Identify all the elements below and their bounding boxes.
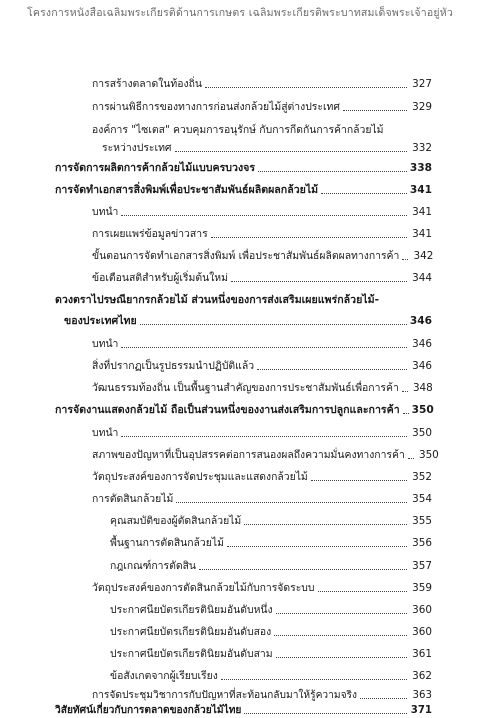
toc-entry[interactable] bbox=[110, 604, 432, 617]
toc-entry-page: 357 bbox=[412, 560, 432, 572]
toc-entry-title: ดวงตราไปรษณียากรกล้วยไม้ ส่วนหนึ่งของการส่งเสริมเผยแพร่กล้วยไม้- bbox=[55, 294, 379, 306]
dot-leader bbox=[257, 368, 407, 370]
dot-leader bbox=[227, 545, 407, 547]
toc-entry-title: กฎเกณฑ์การตัดสิน bbox=[110, 560, 197, 572]
toc-entry[interactable] bbox=[110, 670, 432, 683]
dot-leader bbox=[402, 390, 408, 392]
toc-entry-title: ประกาศนียบัตรเกียรตินิยมอันดับสาม bbox=[110, 648, 273, 660]
toc-entry[interactable] bbox=[92, 427, 432, 440]
dot-leader bbox=[402, 258, 408, 260]
toc-entry-title: สิ่งที่ปรากฏเป็นรูปธรรมนำปฏิบัติแล้ว bbox=[92, 360, 255, 372]
toc-entry[interactable] bbox=[55, 294, 432, 307]
toc-entry-page: 360 bbox=[412, 626, 432, 638]
dot-leader bbox=[121, 346, 407, 348]
dot-leader bbox=[321, 192, 407, 194]
dot-leader bbox=[274, 634, 407, 636]
toc-entry[interactable] bbox=[92, 689, 432, 702]
toc-entry[interactable] bbox=[92, 338, 432, 351]
toc-entry-page: 346 bbox=[412, 338, 432, 350]
toc-entry-page: 327 bbox=[412, 78, 432, 90]
toc-entry-page: 352 bbox=[412, 471, 432, 483]
toc-entry-page: 341 bbox=[412, 206, 432, 218]
dot-leader bbox=[276, 656, 407, 658]
toc-entry[interactable] bbox=[110, 560, 432, 573]
toc-entry[interactable] bbox=[110, 648, 432, 661]
dot-leader bbox=[211, 236, 407, 238]
toc-entry-title: การตัดสินกล้วยไม้ bbox=[92, 493, 174, 505]
toc-entry[interactable] bbox=[92, 493, 432, 506]
dot-leader bbox=[205, 86, 407, 88]
toc-entry-page: 348 bbox=[412, 382, 433, 394]
toc-entry-page: 346 bbox=[412, 360, 432, 372]
toc-entry[interactable] bbox=[55, 404, 432, 417]
toc-entry-title: บทนำ bbox=[92, 427, 119, 439]
dot-leader bbox=[140, 323, 407, 325]
toc-entry-title: วิสัยทัศน์เกี่ยวกับการตลาดของกล้วยไม้ไทย bbox=[55, 705, 242, 716]
toc-entry[interactable] bbox=[92, 582, 432, 595]
toc-entry-title: การเผยแพร่ข้อมูลข่าวสาร bbox=[92, 228, 208, 240]
toc-entry-title: การจัดงานแสดงกล้วยไม้ ถือเป็นส่วนหนึ่งของงานส่งเสริมการปลูกและการค้า bbox=[55, 404, 400, 416]
toc-entry-page: 356 bbox=[412, 537, 432, 549]
toc-entry-title: ขั้นตอนการจัดทำเอกสารสิ่งพิมพ์ เพื่อประชาสัมพันธ์ผลิตผลทางการค้า bbox=[92, 250, 400, 262]
toc-entry[interactable] bbox=[92, 250, 432, 263]
dot-leader bbox=[121, 435, 407, 437]
toc-entry-title: การสร้างตลาดในท้องถิ่น bbox=[92, 78, 202, 90]
toc-entry-page: 361 bbox=[412, 648, 432, 660]
toc-entry-page: 346 bbox=[409, 315, 432, 327]
toc-entry-title: วัตถุประสงค์ของการจัดประชุมและแสดงกล้วยไม้ bbox=[92, 471, 308, 483]
toc-entry-title: ระหว่างประเทศ bbox=[102, 142, 172, 154]
dot-leader bbox=[276, 612, 407, 614]
toc-entry[interactable] bbox=[102, 142, 432, 155]
toc-entry[interactable] bbox=[92, 206, 432, 219]
toc-entry-page: 341 bbox=[412, 228, 432, 240]
dot-leader bbox=[360, 697, 407, 699]
toc-entry-title: วัตถุประสงค์ของการตัดสินกล้วยไม้กับการจัดระบบ bbox=[92, 582, 315, 594]
dot-leader bbox=[231, 280, 407, 282]
dot-leader bbox=[311, 479, 407, 481]
toc-entry-page: 350 bbox=[411, 404, 434, 416]
dot-leader bbox=[244, 523, 407, 525]
dot-leader bbox=[221, 678, 407, 680]
toc-entry[interactable] bbox=[110, 537, 432, 550]
dot-leader bbox=[176, 501, 407, 503]
toc-entry-title: สภาพของปัญหาที่เป็นอุปสรรคต่อการสนองผลถึงความมั่นคงทางการค้า bbox=[92, 449, 405, 461]
dot-leader bbox=[408, 457, 414, 459]
toc-entry-title: องค์การ "ไซเตส" ควบคุมการอนุรักษ์ กับการกีดกันการค้ากล้วยไม้ bbox=[92, 124, 384, 136]
toc-entry-title: ของประเทศไทย bbox=[64, 315, 137, 327]
toc-entry[interactable] bbox=[92, 471, 432, 484]
dot-leader bbox=[175, 150, 407, 152]
toc-entry-page: 360 bbox=[412, 604, 432, 616]
toc-entry-page: 371 bbox=[410, 705, 432, 716]
dot-leader bbox=[244, 712, 407, 714]
toc-entry-title: บทนำ bbox=[92, 338, 119, 350]
toc-entry[interactable] bbox=[55, 184, 432, 197]
toc-entry-page: 329 bbox=[412, 101, 432, 113]
toc-entry[interactable] bbox=[92, 78, 432, 91]
toc-entry-title: คุณสมบัติของผู้ตัดสินกล้วยไม้ bbox=[110, 515, 242, 527]
toc-entry[interactable] bbox=[92, 382, 432, 395]
dot-leader bbox=[343, 109, 407, 111]
toc-entry[interactable] bbox=[64, 315, 432, 328]
toc-entry[interactable] bbox=[92, 228, 432, 241]
toc-entry-page: 332 bbox=[412, 142, 432, 154]
toc-entry[interactable] bbox=[55, 704, 432, 717]
toc-entry[interactable] bbox=[92, 449, 439, 462]
toc-entry-page: 354 bbox=[412, 493, 432, 505]
toc-entry-title: การจัดการผลิตการค้ากล้วยไม้แบบครบวงจร bbox=[55, 162, 256, 174]
toc-entry-title: การจัดทำเอกสารสิ่งพิมพ์เพื่อประชาสัมพันธ์ผลิตผลกล้วยไม้ bbox=[55, 184, 319, 196]
toc-entry[interactable] bbox=[92, 272, 432, 285]
toc-entry-page: 350 bbox=[418, 449, 439, 461]
toc-entry-title: วัฒนธรรมท้องถิ่น เป็นพื้นฐานสำคัญของการประชาสัมพันธ์เพื่อการค้า bbox=[92, 382, 399, 394]
toc-entry[interactable] bbox=[110, 515, 432, 528]
dot-leader bbox=[121, 214, 407, 216]
toc-entry[interactable] bbox=[92, 124, 432, 137]
toc-entry-title: ประกาศนียบัตรเกียรตินิยมอันดับหนึ่ง bbox=[110, 604, 273, 616]
toc-entry[interactable] bbox=[92, 360, 432, 373]
toc-entry-title: ข้อสังเกตจากผู้เรียบเรียง bbox=[110, 670, 218, 682]
toc-entry-page: 363 bbox=[412, 690, 432, 701]
dot-leader bbox=[258, 170, 407, 172]
toc-entry-title: พื้นฐานการตัดสินกล้วยไม้ bbox=[110, 537, 224, 549]
dot-leader bbox=[403, 412, 409, 414]
toc-entry-title: บทนำ bbox=[92, 206, 119, 218]
toc-entry-page: 341 bbox=[409, 184, 432, 196]
toc-entry-page: 355 bbox=[412, 515, 432, 527]
running-header: โครงการหนังสือเฉลิมพระเกียรติด้านการเกษตร เฉลิมพระเกียรติพระบาทสมเด็จพระเจ้าอยู่หัว bbox=[27, 7, 453, 19]
toc-entry-page: 344 bbox=[412, 272, 432, 284]
toc-entry-title: ประกาศนียบัตรเกียรตินิยมอันดับสอง bbox=[110, 626, 272, 638]
toc-entry[interactable] bbox=[92, 101, 432, 114]
toc-entry[interactable] bbox=[55, 162, 432, 175]
dot-leader bbox=[199, 568, 407, 570]
toc-entry[interactable] bbox=[110, 626, 432, 639]
toc-entry-page: 362 bbox=[412, 670, 432, 682]
toc-entry-title: การจัดประชุมวิชาการกับปัญหาที่สะท้อนกลับมาให้รู้ความจริง bbox=[92, 690, 357, 701]
toc-entry-title: ข้อเตือนสติสำหรับผู้เริ่มต้นใหม่ bbox=[92, 272, 228, 284]
toc-entry-title: การผ่านพิธีการของทางการก่อนส่งกล้วยไม้สู่ต่างประเทศ bbox=[92, 101, 340, 113]
toc-entry-page: 359 bbox=[412, 582, 432, 594]
dot-leader bbox=[318, 590, 407, 592]
toc-entry-page: 342 bbox=[413, 250, 434, 262]
toc-entry-page: 350 bbox=[412, 427, 432, 439]
toc-entry-page: 338 bbox=[409, 162, 432, 174]
